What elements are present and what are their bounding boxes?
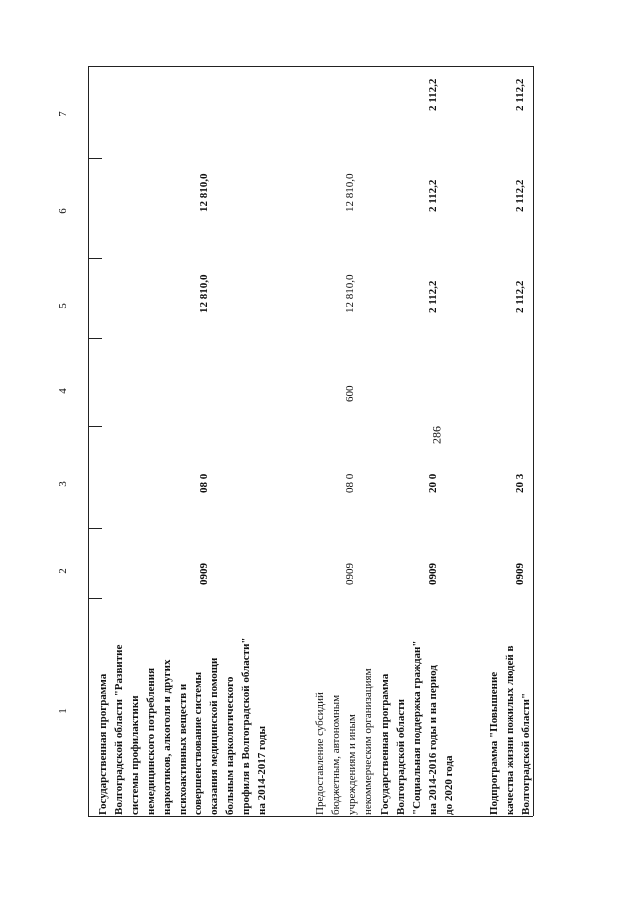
row-name-line: "Социальная поддержка граждан" xyxy=(410,640,423,815)
row-value-5: 12 810,0 xyxy=(198,274,210,313)
row-name-line: до 2020 года xyxy=(442,755,455,815)
column-header-3: 3 xyxy=(56,481,69,487)
header-col-sep xyxy=(88,426,102,427)
row-name-line: учреждениям и иным xyxy=(345,714,358,815)
header-col-sep xyxy=(88,598,102,599)
row-value-6: 12 810,0 xyxy=(198,173,210,212)
row-name-line: больным наркологического xyxy=(224,676,237,815)
table-top-border xyxy=(88,66,533,67)
row-name-line: качества жизни пожилых людей в xyxy=(503,645,516,815)
row-code-section: 0909 xyxy=(198,563,210,585)
row-name xyxy=(378,641,458,816)
row-code-target: 08 0 xyxy=(198,473,210,493)
row-name-line: Предоставление субсидий xyxy=(314,692,326,815)
header-col-sep xyxy=(88,338,102,339)
column-header-7: 7 xyxy=(56,111,69,117)
header-row-divider xyxy=(88,66,89,816)
row-name-line: на 2014-2017 годы xyxy=(256,725,269,815)
row-value-7: 2 112,2 xyxy=(427,78,439,111)
column-header-5: 5 xyxy=(56,303,69,309)
row-code-type: 600 xyxy=(344,385,356,402)
row-name-line: оказания медицинской помощи xyxy=(208,657,221,815)
row-code-section: 0909 xyxy=(514,563,526,585)
row-name-line: совершенствование системы xyxy=(192,671,205,815)
row-name xyxy=(487,646,535,815)
row-name-line: Государственная программа xyxy=(97,673,109,815)
row-code-section: 0909 xyxy=(344,563,356,585)
table-bottom-border xyxy=(88,816,533,817)
row-code-target: 08 0 xyxy=(344,473,356,493)
row-value-5: 2 112,2 xyxy=(514,280,526,313)
row-code-section: 0909 xyxy=(427,563,439,585)
row-value-6: 2 112,2 xyxy=(514,179,526,212)
row-name-line: на 2014-2016 годы и на период xyxy=(426,665,439,815)
column-header-1: 1 xyxy=(56,708,69,714)
row-name-line: некоммерческим организациям xyxy=(361,668,374,815)
row-value-6: 12 810,0 xyxy=(344,173,356,212)
header-col-sep xyxy=(88,158,102,159)
row-code-target: 20 3 xyxy=(514,473,526,493)
row-name-line: наркотиков, алкоголя и других xyxy=(160,659,173,815)
row-name-line: Волгоградской области xyxy=(394,699,407,815)
row-name xyxy=(96,637,271,815)
row-name-line: Государственная программа xyxy=(379,673,391,815)
column-header-4: 4 xyxy=(56,388,69,394)
page-number: 286 xyxy=(429,426,444,444)
column-header-6: 6 xyxy=(56,208,69,214)
row-value-5: 2 112,2 xyxy=(427,280,439,313)
row-value-6: 2 112,2 xyxy=(427,179,439,212)
row-name-line: психоактивных веществ и xyxy=(176,683,189,815)
row-name-line: системы профилактики xyxy=(128,695,141,815)
row-name-line: Волгоградской области "Развитие xyxy=(112,644,125,815)
row-value-7: 2 112,2 xyxy=(514,78,526,111)
row-value-5: 12 810,0 xyxy=(344,274,356,313)
row-name-line: Волгоградской области" xyxy=(519,692,532,815)
row-name xyxy=(313,668,377,815)
row-name-line: Подпрограмма "Повышение xyxy=(488,671,500,815)
header-col-sep xyxy=(88,258,102,259)
row-name-line: бюджетным, автономным xyxy=(329,694,342,815)
row-code-target: 20 0 xyxy=(427,473,439,493)
header-col-sep xyxy=(88,528,102,529)
column-header-2: 2 xyxy=(56,568,69,574)
row-name-line: немедицинского потребления xyxy=(144,667,157,815)
row-name-line: профиля в Волгоградской области" xyxy=(240,637,253,815)
